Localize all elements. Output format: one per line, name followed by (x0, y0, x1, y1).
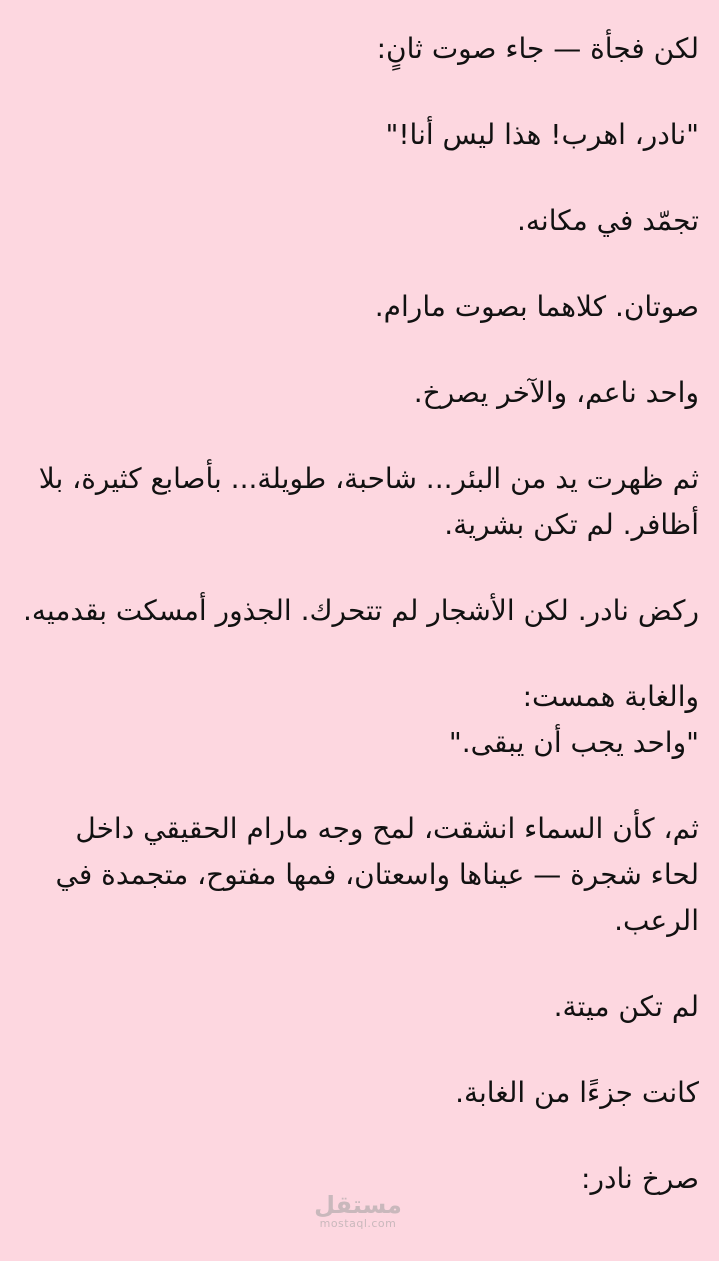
story-paragraph-12: صرخ نادر: (581, 1162, 699, 1195)
story-paragraph-5: واحد ناعم، والآخر يصرخ. (413, 376, 699, 409)
story-paragraph-6: ثم ظهرت يد من البئر... شاحبة، طويلة... بأصابع كثيرة، بلا أظافر. لم تكن بشرية. (38, 462, 699, 541)
watermark-url: mostaql.com (319, 1217, 397, 1230)
watermark-word: مستقل (314, 1191, 402, 1219)
story-text (19, 26, 699, 1242)
story-paragraph-3: تجمّد في مكانه. (517, 204, 699, 237)
story-paragraph-11: كانت جزءًا من الغابة. (455, 1076, 699, 1109)
story-paragraph-7: ركض نادر. لكن الأشجار لم تتحرك. الجذور أمسكت بقدميه. (23, 594, 699, 627)
story-paragraph-1: لكن فجأة — جاء صوت ثانٍ: (376, 32, 699, 65)
story-paragraph-2: "نادر، اهرب! هذا ليس أنا!" (385, 118, 699, 151)
story-paragraph-8: والغابة همست: "واحد يجب أن يبقى." (448, 680, 699, 759)
story-paragraph-9: ثم، كأن السماء انشقت، لمح وجه مارام الحقيقي داخل لحاء شجرة — عيناها واسعتان، فمها مفتوح، متجمدة في الرعب. (55, 812, 699, 937)
story-paragraph-4: صوتان. كلاهما بصوت مارام. (374, 290, 699, 323)
story-paragraph-10: لم تكن ميتة. (553, 990, 699, 1023)
